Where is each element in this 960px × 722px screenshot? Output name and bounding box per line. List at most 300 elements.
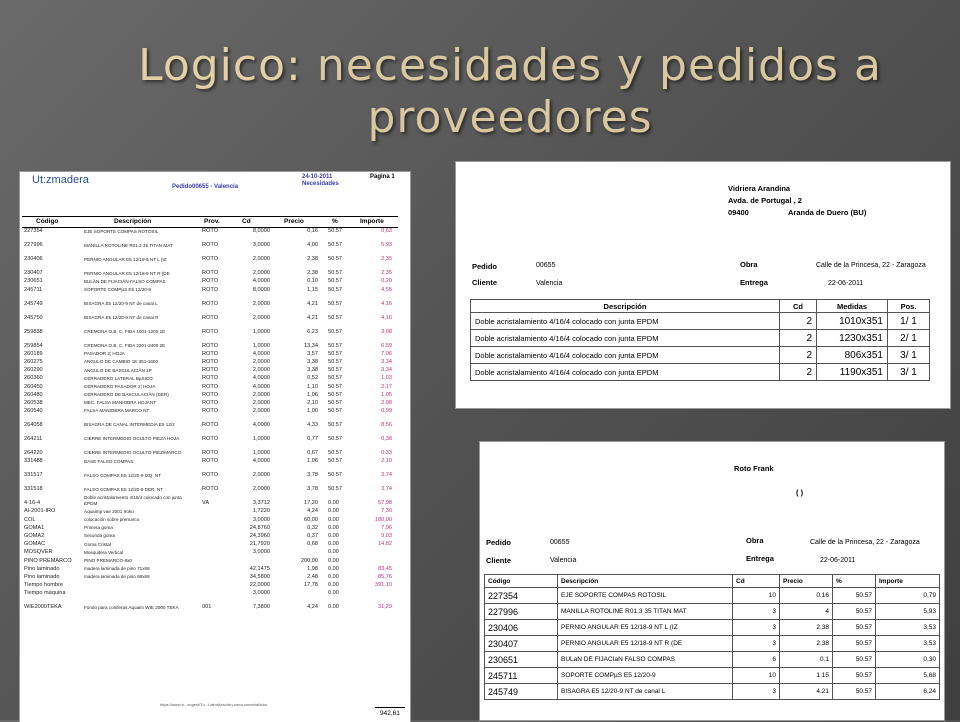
cell-importe: 1,05 <box>381 391 392 398</box>
cell-cd: 2,0000 <box>252 300 270 307</box>
cell-precio: 1.15 <box>780 668 833 684</box>
cell-prov: ROTO <box>202 314 219 321</box>
cell-cd: 3,0000 <box>252 242 270 249</box>
cell-cd: 8,0000 <box>252 228 270 235</box>
cell-importe: 3,53 <box>876 620 940 636</box>
cell-descripcion: BASE FALSO COMPAS <box>84 458 134 464</box>
title-line1: necesidades y pedidos a <box>316 40 882 91</box>
cliente-value: Valencia <box>536 280 563 287</box>
col-pct: % <box>332 218 338 225</box>
cell-cd: 4,0000 <box>252 458 270 465</box>
cell-descripcion: ANGULO DE BASCULACIÃN 1P <box>84 367 152 373</box>
cell-cd: 4,0000 <box>252 278 270 285</box>
cell-codigo: 245749 <box>485 684 558 700</box>
cell-precio: 1,15 <box>307 286 318 293</box>
cell-codigo: 230651 <box>24 278 43 285</box>
cell-codigo: 259854 <box>24 342 43 349</box>
cell-precio: 3,78 <box>307 486 318 493</box>
supplier-name: Roto Frank <box>734 464 774 473</box>
cell-precio: 0,16 <box>307 228 318 235</box>
document-type: Necesidades <box>302 181 339 187</box>
cell-descripcion: MANILLA ROTOLINE R01.3 35 TITAN MAT <box>84 242 173 248</box>
cell-prov: VA <box>202 500 210 507</box>
table-row <box>22 589 398 597</box>
cell-descripcion: FALSO COMPAS E5 12/20-9 IZQ. NT <box>84 472 162 478</box>
cell-codigo: 230407 <box>24 270 43 277</box>
cell-codigo: 264220 <box>24 450 43 457</box>
cell-codigo: WIE2000TEKA <box>24 604 62 611</box>
table-row <box>22 565 398 573</box>
cell-pos: 2/ 1 <box>888 330 930 347</box>
cell-codigo: 264211 <box>24 436 43 443</box>
cell-precio: 3,78 <box>307 472 318 479</box>
cell-pos: 3/ 1 <box>888 364 930 381</box>
cell-precio: 4 <box>780 604 833 620</box>
cell-importe: 6,24 <box>876 684 940 700</box>
cell-codigo: 227996 <box>24 242 43 249</box>
cell-descripcion: MANILLA ROTOLINE R01.3 35 TITAN MAT <box>558 604 733 620</box>
cell-cd: 2,0000 <box>252 270 270 277</box>
table-row <box>22 249 398 263</box>
cell-descripcion: FALSO COMPAS E5 12/20-9 DER. NT <box>84 486 164 492</box>
cell-cd: 2,0000 <box>252 391 270 398</box>
cell-pct: 50.57 <box>833 636 876 652</box>
cell-descripcion: BULÃN DE FIJACIÃN FALSO COMPAS <box>84 278 166 284</box>
cell-precio: 0,32 <box>307 524 318 531</box>
col-cd: Cd <box>242 218 251 225</box>
cell-descripcion: EJE SOPORTE COMPAS ROTOSIL <box>558 588 733 604</box>
cell-descripcion: Doble acristalamiento 4/16/4 colocado con junta EPDM <box>471 347 780 364</box>
cell-importe: 14,82 <box>378 541 392 548</box>
cell-pct: 0.00 <box>328 590 339 597</box>
cell-importe: 391,10 <box>374 582 392 589</box>
cell-codigo: Tiempo hombre <box>24 582 63 589</box>
cell-pct: 50.57 <box>328 328 342 335</box>
cell-precio: 2.38 <box>780 636 833 652</box>
cell-importe: 31,29 <box>378 604 392 611</box>
cell-precio: 60,00 <box>304 516 318 523</box>
cell-precio: 0,68 <box>307 541 318 548</box>
cell-pct: 50.57 <box>328 256 342 263</box>
table-row <box>22 374 398 382</box>
cell-importe: 8,56 <box>381 422 392 429</box>
table-row <box>22 399 398 407</box>
cell-codigo: GOMAC <box>24 541 46 548</box>
table-row <box>22 227 398 235</box>
cell-pct: 50.57 <box>328 486 342 493</box>
cell-medidas: 1010x351 <box>817 313 888 330</box>
table-row <box>22 366 398 374</box>
cell-cd: 7,3800 <box>252 604 270 611</box>
cell-pct: 0.00 <box>328 582 339 589</box>
table-row <box>22 507 398 515</box>
table-row <box>22 277 398 285</box>
cell-cd: 10 <box>733 588 780 604</box>
table-row <box>22 597 398 611</box>
document-date: 24-10-2011 <box>302 174 333 180</box>
cell-descripcion: PERNIO ANGULAR E5 12/18-9 NT L (IZ <box>84 256 167 262</box>
cell-cd: 1,0000 <box>252 342 270 349</box>
cell-precio: 4,21 <box>307 314 318 321</box>
cell-pct: 50.57 <box>328 314 342 321</box>
table-row <box>22 358 398 366</box>
cell-medidas: 1230x351 <box>817 330 888 347</box>
cell-cd: 4,0000 <box>252 375 270 382</box>
cell-pos: 3/ 1 <box>888 347 930 364</box>
cell-descripcion: CERRADERO PASADOR 2¦ HOJA <box>84 383 156 389</box>
cell-pct: 50.57 <box>328 375 342 382</box>
pedido-value: 00655 <box>550 539 570 546</box>
obra-label: Obra <box>740 260 758 269</box>
cell-prov: ROTO <box>202 486 219 493</box>
cell-precio: 1,06 <box>307 391 318 398</box>
cell-codigo: 260538 <box>24 399 43 406</box>
cell-descripcion: SOPORTE COMPµS E5 12/20-9 <box>558 668 733 684</box>
cell-pct: 50.57 <box>328 383 342 390</box>
cell-cd: 10 <box>733 668 780 684</box>
needs-table-body <box>22 227 398 611</box>
page-number: Página 1 <box>370 174 395 180</box>
cell-codigo: 264058 <box>24 422 43 429</box>
col-pct: % <box>833 575 876 588</box>
cell-codigo: 245749 <box>24 300 43 307</box>
cell-descripcion: PASADOR 2¦ HOJA <box>84 351 125 357</box>
cell-cd: 2,0000 <box>252 486 270 493</box>
cell-importe: 2,08 <box>381 399 392 406</box>
cell-pct: 50.57 <box>328 422 342 429</box>
cell-prov: 001 <box>202 604 212 611</box>
cell-descripcion: FALSA MANIOBRA MARCO NT <box>84 408 150 414</box>
col-descripcion: Descripción <box>558 575 733 588</box>
cliente-label: Cliente <box>472 278 498 287</box>
cell-pct: 0.00 <box>328 549 339 556</box>
cell-cd: 8,0000 <box>252 286 270 293</box>
cell-cd: 34,5800 <box>249 573 270 580</box>
cell-precio: 4,24 <box>307 604 318 611</box>
obra-value: Calle de la Princesa, 22 - Zaragoza <box>810 539 920 546</box>
cell-precio: 2,38 <box>307 270 318 277</box>
cell-descripcion: CREMONA O.B. C. FIDA 1001-1200 1E <box>84 328 166 334</box>
cell-pct: 50.57 <box>328 450 342 457</box>
cell-cd: 2,0000 <box>252 472 270 479</box>
cell-prov: ROTO <box>202 300 219 307</box>
cell-pct: 50.57 <box>328 399 342 406</box>
cell-cd: 3,0000 <box>252 549 270 556</box>
cell-cd: 3,0000 <box>252 590 270 597</box>
cell-pct: 50.57 <box>328 242 342 249</box>
cell-pct: 50.57 <box>328 228 342 235</box>
footer-url: https://www.tr...ongest/Tu...LaimtAero/sin-zona-comerial/tdor <box>160 702 268 707</box>
col-precio: Precio <box>780 575 833 588</box>
table-row <box>485 684 940 700</box>
cell-pct: 50.57 <box>833 652 876 668</box>
cell-importe: 0,99 <box>381 408 392 415</box>
cell-codigo: AI-2001-IRO <box>24 508 56 515</box>
cell-codigo: Tiempo máquina <box>24 590 66 597</box>
cell-codigo: GOMA2 <box>24 533 45 539</box>
cell-importe: 85,76 <box>378 573 392 580</box>
table-row <box>22 465 398 479</box>
cell-pct: 50.57 <box>328 458 342 465</box>
cell-descripcion: PERNIO ANGULAR E5 12/18-9 NT R (DE <box>558 636 733 652</box>
supplier-placeholder: ( ) <box>796 488 804 497</box>
cell-pos: 1/ 1 <box>888 313 930 330</box>
cell-descripcion: madera laminada de pino 86x68 <box>84 574 150 580</box>
cell-pct: 0.00 <box>328 524 339 531</box>
cell-codigo: 4-16-4 <box>24 500 41 507</box>
cell-prov: ROTO <box>202 383 219 390</box>
cell-precio: 4,24 <box>307 508 318 515</box>
cell-pct: 50.57 <box>833 620 876 636</box>
cell-importe: 3,74 <box>381 486 392 493</box>
table-row <box>22 336 398 350</box>
cell-pct: 0.00 <box>328 508 339 515</box>
cell-prov: ROTO <box>202 408 219 415</box>
cell-codigo: 230407 <box>485 636 558 652</box>
cell-descripcion: PINO PREMARCO-8x0 <box>84 557 132 563</box>
cell-cd: 3 <box>733 636 780 652</box>
cell-codigo: 331488 <box>24 458 43 465</box>
cell-prov: ROTO <box>202 242 219 249</box>
cell-cd: 1,0000 <box>252 450 270 457</box>
cell-importe: 5,93 <box>876 604 940 620</box>
cell-precio: 17,20 <box>304 500 318 507</box>
order-subtitle: Pedido00655 - Valencia <box>172 184 239 190</box>
pedido-label: Pedido <box>486 538 512 547</box>
order-total: 942,61 <box>380 710 400 717</box>
cell-descripcion: madera laminada de pino 71x68 <box>84 566 150 572</box>
cell-medidas: 1190x351 <box>817 364 888 381</box>
table-row <box>22 556 398 564</box>
table-row <box>22 382 398 390</box>
cell-descripcion: Mosquitera Vertical <box>84 549 124 555</box>
cell-pct: 50.57 <box>833 684 876 700</box>
cell-precio: 4,33 <box>307 422 318 429</box>
table-row <box>22 443 398 457</box>
cell-cd: 1,7220 <box>252 508 270 515</box>
glass-supplier-order <box>456 162 950 408</box>
cell-importe: 4,16 <box>381 300 392 307</box>
cell-precio: 4.21 <box>780 684 833 700</box>
col-medidas: Medidas <box>817 300 888 313</box>
cell-descripcion: Primera goma <box>84 525 113 531</box>
col-cd: Cd <box>780 300 817 313</box>
table-row <box>22 350 398 358</box>
supplier-city: Aranda de Duero (BU) <box>788 208 867 217</box>
cell-pct: 0.00 <box>328 565 339 572</box>
cell-prov: ROTO <box>202 286 219 293</box>
cell-descripcion: EJE SOPORTE COMPAS ROTOSIL <box>84 228 159 234</box>
table-row <box>22 308 398 322</box>
cell-descripcion: CERRADERO DE BASCULACIÃN (DER) <box>84 392 169 398</box>
table-row <box>22 391 398 399</box>
cell-codigo: 260360 <box>24 375 43 382</box>
cell-cd: 2 <box>780 330 817 347</box>
cell-prov: ROTO <box>202 375 219 382</box>
cell-importe: 2,17 <box>381 383 392 390</box>
cell-importe: 57,98 <box>378 500 392 507</box>
cell-descripcion: colocación sobre premarco <box>84 517 140 523</box>
pedido-label: Pedido <box>472 262 498 271</box>
entrega-label: Entrega <box>740 278 768 287</box>
col-cd: Cd <box>733 575 780 588</box>
cell-codigo: 260275 <box>24 358 43 365</box>
cell-codigo: 260290 <box>24 367 43 374</box>
cell-descripcion: Aquaimp vae 2001 Iroko <box>84 508 134 514</box>
table-row <box>22 479 398 493</box>
glass-order-table <box>470 299 930 381</box>
cell-precio: 2,10 <box>307 399 318 406</box>
table-row <box>471 330 930 347</box>
table-row <box>22 540 398 548</box>
col-pos: Pos. <box>888 300 930 313</box>
cell-precio: 4,21 <box>307 300 318 307</box>
cell-codigo: 227354 <box>485 588 558 604</box>
title-line2: proveedores <box>367 92 653 143</box>
cell-codigo: 259838 <box>24 328 43 335</box>
cell-pct: 50.57 <box>833 588 876 604</box>
cell-importe: 3,34 <box>381 367 392 374</box>
cell-cd: 2 <box>780 364 817 381</box>
cell-precio: 13,34 <box>304 342 318 349</box>
cell-cd: 2,0000 <box>252 367 270 374</box>
cell-pct: 50.57 <box>328 350 342 357</box>
cell-cd: 22,0000 <box>249 582 270 589</box>
cell-importe: 3,08 <box>381 328 392 335</box>
cell-precio: 3,38 <box>307 358 318 365</box>
col-prov: Prov. <box>204 218 220 225</box>
cell-cd: 3 <box>733 684 780 700</box>
cell-importe: 0,20 <box>381 278 392 285</box>
cell-cd: 2,0000 <box>252 399 270 406</box>
cell-descripcion: Doble acristalamiento 4/16/4 colocado con junta EPDM <box>471 313 780 330</box>
table-row <box>22 429 398 443</box>
table-row <box>22 285 398 293</box>
cell-cd: 1,0000 <box>252 436 270 443</box>
cell-prov: ROTO <box>202 436 219 443</box>
cell-cd: 2 <box>780 313 817 330</box>
cell-pct: 0.00 <box>328 573 339 580</box>
cell-pct: 50.57 <box>328 278 342 285</box>
table-row <box>22 235 398 249</box>
cell-precio: 200,00 <box>300 557 318 564</box>
table-row <box>485 652 940 668</box>
cell-precio: 0,10 <box>307 278 318 285</box>
cell-codigo: COL <box>24 516 36 523</box>
cell-prov: ROTO <box>202 458 219 465</box>
table-row <box>471 347 930 364</box>
cell-prov: ROTO <box>202 472 219 479</box>
cell-descripcion: Doble acristalamiento 4/16/4 colocado con junta EPDM <box>471 364 780 381</box>
table-row <box>22 415 398 429</box>
cell-cd: 3 <box>733 604 780 620</box>
cell-codigo: PINO PREMARCO <box>24 557 72 564</box>
cell-cd: 2 <box>780 347 817 364</box>
obra-value: Calle de la Princesa, 22 - Zaragoza <box>816 262 926 269</box>
table-row <box>485 588 940 604</box>
col-precio: Precio <box>284 218 304 225</box>
cell-descripcion: Fondo para coniferas Aquaim WIE 2000 TEKA <box>84 604 179 610</box>
cell-codigo: 230406 <box>24 256 43 263</box>
cell-descripcion: PERNIO ANGULAR E5 12/18-9 NT R (DE <box>84 270 170 276</box>
cell-descripcion: CERRADERO LATERAL BµSICO <box>84 375 153 381</box>
cell-cd: 4,0000 <box>252 350 270 357</box>
col-descripcion: Descripción <box>114 218 152 225</box>
cell-cd: 21,7920 <box>249 541 270 548</box>
cell-cd: 24,3960 <box>249 533 270 539</box>
cell-importe: 0,33 <box>381 450 392 457</box>
cell-pct: 0.00 <box>328 533 339 539</box>
cell-cd: 2,0000 <box>252 408 270 415</box>
cell-importe: 7,30 <box>381 508 392 515</box>
cell-codigo: Pino laminado <box>24 565 60 572</box>
cell-descripcion: MEC. FALSA MANIOBRA HOJANT <box>84 400 156 406</box>
cell-descripcion: ANGULO DE CAMBIO 1E 351-1600 <box>84 359 159 365</box>
cell-codigo: 260540 <box>24 408 43 415</box>
cell-descripcion: CREMONA O.B. C. FIDA 2201-2400 2E <box>84 342 166 348</box>
cell-prov: ROTO <box>202 350 219 357</box>
cell-pct: 50.57 <box>328 408 342 415</box>
cell-importe: 2,10 <box>381 458 392 465</box>
cell-pct: 50.57 <box>328 300 342 307</box>
table-row <box>22 573 398 581</box>
cell-prov: ROTO <box>202 358 219 365</box>
cell-prov: ROTO <box>202 228 219 235</box>
cell-importe: 0,79 <box>876 588 940 604</box>
title-keyword: Logico: <box>138 40 302 91</box>
total-divider <box>375 707 405 708</box>
cell-importe: 5,93 <box>381 242 392 249</box>
supplier-postcode: 09400 <box>728 208 749 217</box>
entrega-value: 22-06-2011 <box>828 280 864 287</box>
cell-importe: 3,34 <box>381 358 392 365</box>
cell-cd: 1,0000 <box>252 328 270 335</box>
cell-cd: 6 <box>733 652 780 668</box>
cell-prov: ROTO <box>202 256 219 263</box>
cell-precio: 1,10 <box>307 383 318 390</box>
cell-cd: 4,0000 <box>252 383 270 390</box>
cell-precio: 0,77 <box>307 436 318 443</box>
col-importe: Importe <box>360 218 384 225</box>
cell-importe: 5,68 <box>876 668 940 684</box>
col-descripcion: Descripción <box>471 300 780 313</box>
supplier-name: Vidriera Arandina <box>728 184 791 193</box>
cell-descripcion: BISAGRA E5 12/20-9 NT de canal R <box>84 314 159 320</box>
supplier-address: Avda. de Portugal , 2 <box>728 196 802 205</box>
cell-descripcion: BULaN DE FIJACIaN FALSO COMPAS <box>558 652 733 668</box>
cell-importe: 0,38 <box>381 436 392 443</box>
cell-precio: 2,38 <box>307 256 318 263</box>
cell-codigo: 227996 <box>485 604 558 620</box>
cell-descripcion: BISAGRA E5 12/20-9 NT de canal L <box>84 300 158 306</box>
table-row <box>22 407 398 415</box>
cell-prov: ROTO <box>202 391 219 398</box>
cell-prov: ROTO <box>202 399 219 406</box>
cell-precio: 6,23 <box>307 328 318 335</box>
cell-cd: 3,3712 <box>252 500 270 507</box>
cell-pct: 50.57 <box>328 358 342 365</box>
cell-codigo: 245750 <box>24 314 43 321</box>
cell-precio: 4,00 <box>307 242 318 249</box>
cell-precio: 2.38 <box>780 620 833 636</box>
cell-codigo: 260480 <box>24 391 43 398</box>
table-row <box>485 668 940 684</box>
cell-pct: 50.57 <box>328 342 342 349</box>
cell-codigo: 245711 <box>485 668 558 684</box>
table-row <box>485 636 940 652</box>
cell-codigo: 230651 <box>485 652 558 668</box>
cell-descripcion: Doble acristalamiento 4/16/4 colocado con junta EPDM <box>471 330 780 347</box>
